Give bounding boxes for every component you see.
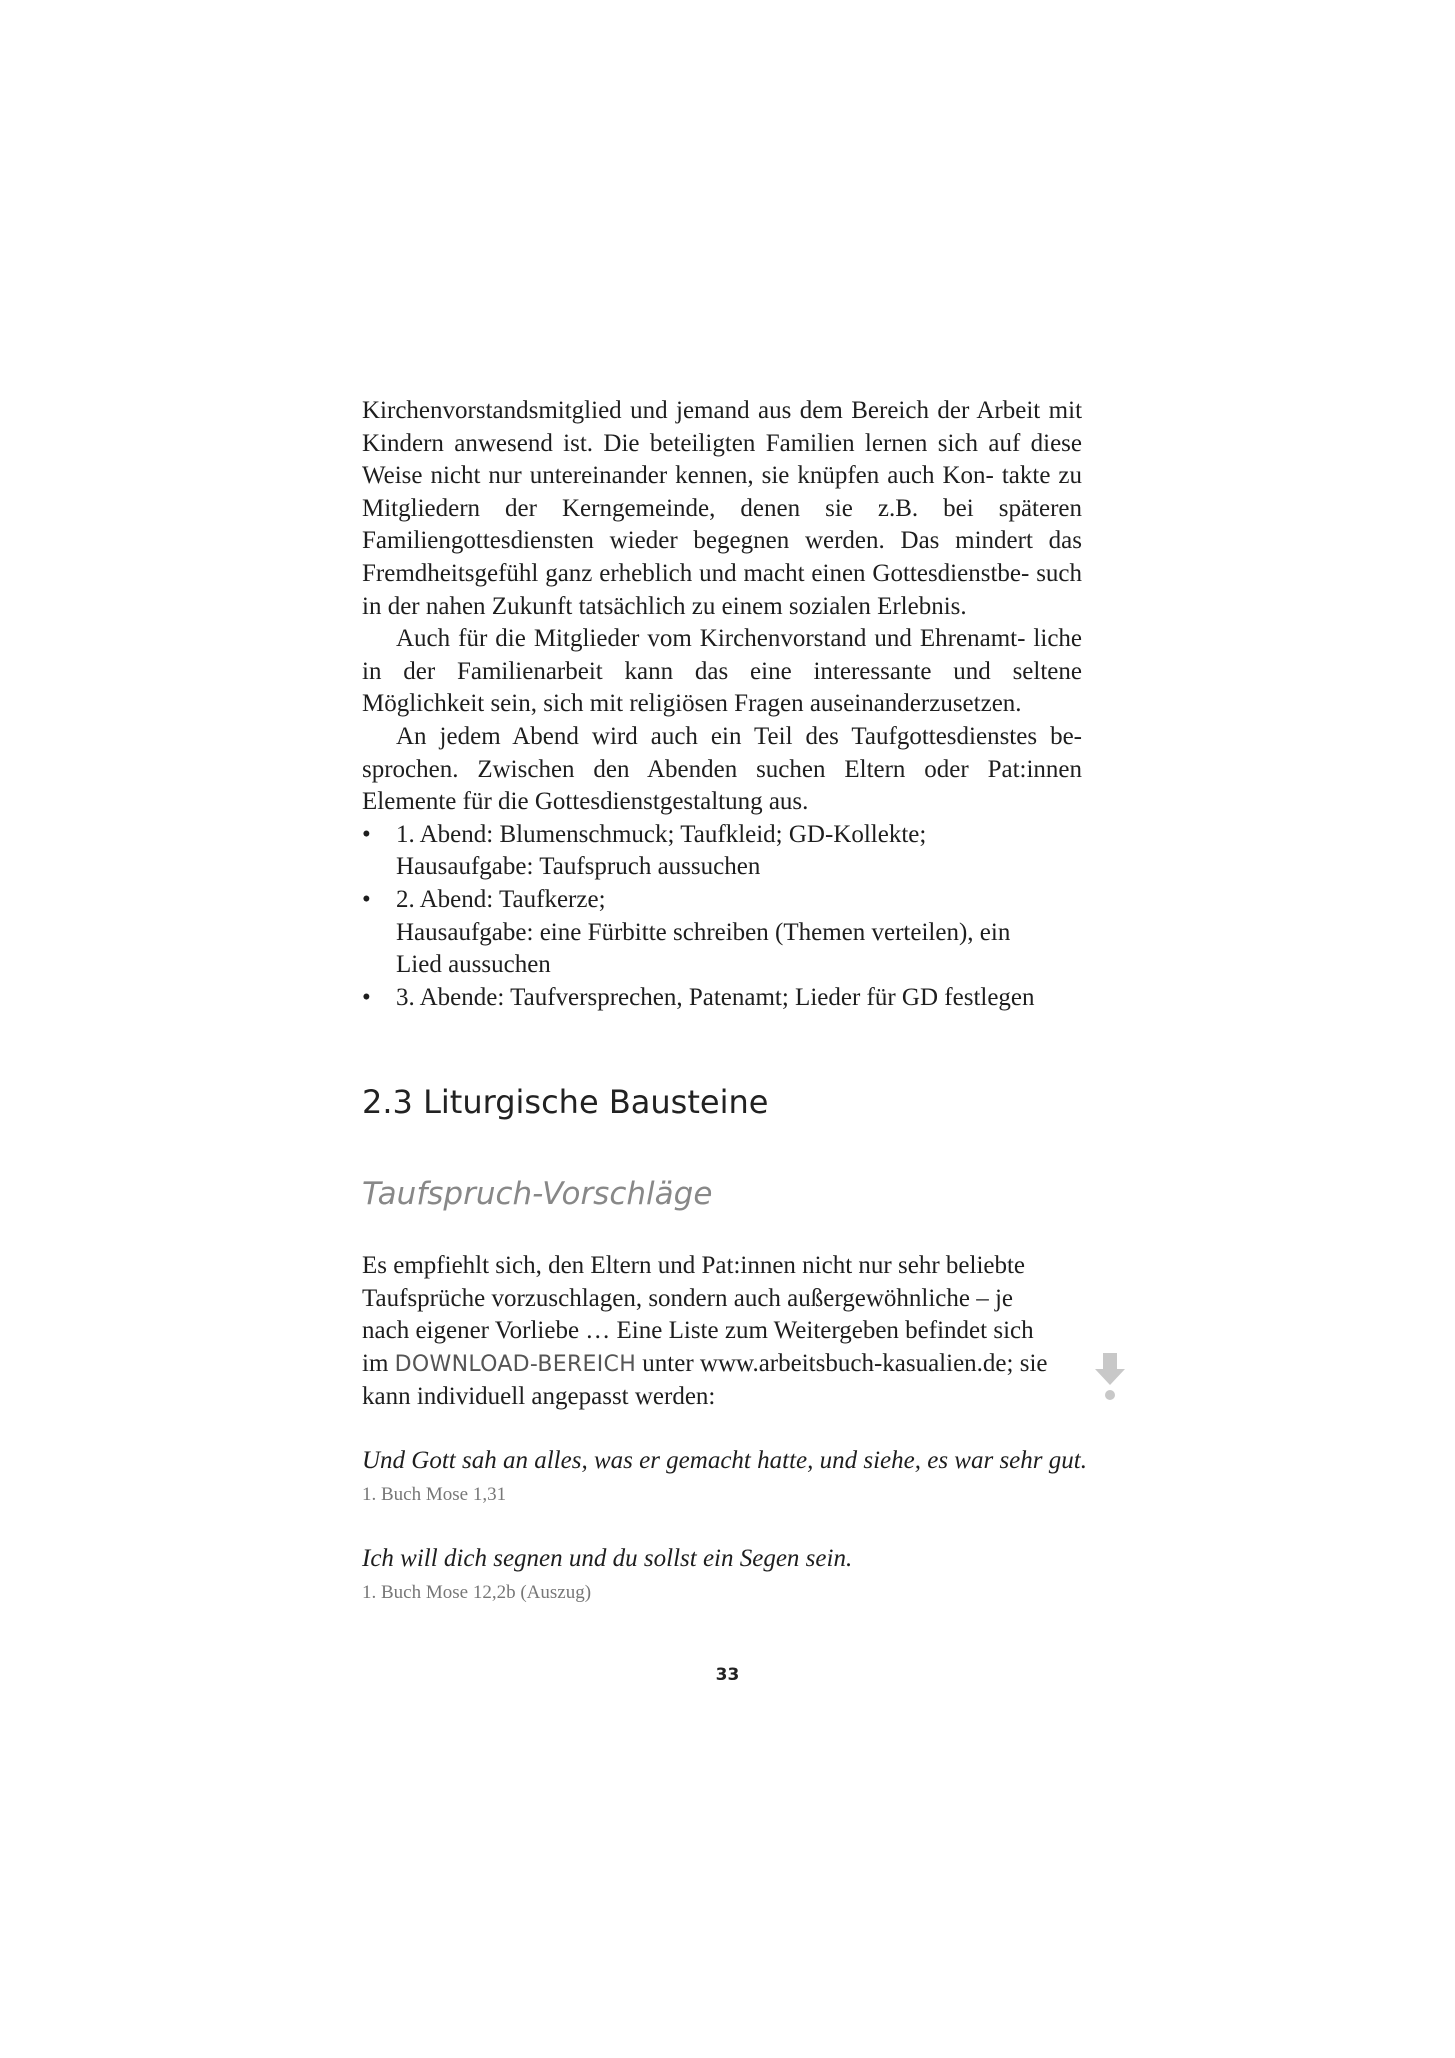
paragraph-2 — [362, 623, 1082, 721]
text-line: Kirchenvorstandsmitglied und jemand aus dem Bereich der Arbeit — [362, 397, 1041, 424]
quote-text: Und Gott sah an alles, was er gemacht hatte, und siehe, es war sehr gut. — [362, 1447, 1087, 1474]
bullet-icon: • — [362, 885, 371, 913]
text-line: diese Weise nicht nur untereinander kennen, sie knüpfen auch Kon- — [362, 429, 1083, 490]
text-fragment: unter www.arbeitsbuch-kasualien.de; sie — [636, 1349, 1048, 1377]
body-text-block — [362, 395, 1082, 1014]
page-number: 33 — [715, 1665, 740, 1685]
text-line: 2. Abend: Taufkerze; — [396, 885, 606, 913]
paragraph-3 — [362, 721, 1082, 819]
quote-text: Ich will dich segnen und du sollst ein Segen sein. — [362, 1545, 853, 1572]
text-line: takte zu Mitgliedern der Kerngemeinde, denen sie z.B. bei späteren — [362, 462, 1082, 522]
text-line: 1. Abend: Blumenschmuck; Taufkleid; GD-Kollekte; — [396, 820, 927, 848]
text-line: such in der nahen Zukunft tatsächlich zu einem sozialen Erlebnis. — [362, 559, 1083, 620]
paragraph-1 — [362, 395, 1082, 623]
text-line: Lied aussuchen — [396, 951, 551, 979]
list-item — [362, 982, 1082, 1015]
text-line: Möglichkeit sein, sich mit religiösen Fragen auseinanderzusetzen. — [362, 690, 1022, 718]
text-line: 3. Abende: Taufversprechen, Patenamt; Lieder für GD festlegen — [396, 983, 1035, 1011]
text-line: Familiengottesdiensten wieder begegnen werden. Das mindert das — [362, 527, 1082, 555]
list-item — [362, 884, 1082, 982]
quote-reference: 1. Buch Mose 12,2b (Auszug) — [362, 1582, 592, 1603]
text-line: kann individuell angepasst werden: — [362, 1383, 716, 1411]
text-line: Es empfiehlt sich, den Eltern und Pat:innen nicht nur sehr beliebte — [362, 1252, 1026, 1279]
text-line: sprochen. Zwischen den Abenden suchen Eltern oder Pat:innen — [362, 755, 1082, 783]
subheading: Taufspruch-Vorschläge — [362, 1176, 713, 1212]
text-line: Auch für die Mitglieder vom Kirchenvorstand und Ehrenamt- — [396, 625, 1026, 653]
text-fragment: im — [362, 1349, 395, 1377]
text-line: Hausaufgabe: eine Fürbitte schreiben (Themen verteilen), ein — [396, 918, 1011, 946]
text-line: mit Kindern anwesend ist. Die beteiligten Familien lernen sich auf — [362, 397, 1083, 457]
text-line: Taufsprüche vorzuschlagen, sondern auch außergewöhnliche – je — [362, 1284, 1014, 1312]
text-line: Fremdheitsgefühl ganz erheblich und macht einen Gottesdienstbe- — [362, 559, 1030, 587]
intro-paragraph — [362, 1250, 1082, 1414]
bullet-icon: • — [362, 820, 371, 848]
text-line: nach eigener Vorliebe … Eine Liste zum Weitergeben befindet sich — [362, 1317, 1034, 1345]
text-line: liche in der Familienarbeit kann das eine interessante und seltene — [362, 625, 1083, 685]
text-line: An jedem Abend wird auch ein Teil des Taufgottesdienstes be- — [396, 722, 1082, 750]
evening-list — [362, 819, 1082, 1015]
bullet-icon: • — [362, 983, 371, 1011]
section-heading: 2.3 Liturgische Bausteine — [362, 1083, 769, 1121]
download-area-link[interactable]: DOWNLOAD-BEREICH — [394, 1351, 637, 1377]
download-arrow-icon[interactable] — [1094, 1353, 1126, 1401]
text-line — [362, 1348, 1082, 1382]
text-line: Hausaufgabe: Taufspruch aussuchen — [396, 853, 761, 881]
list-item — [362, 819, 1082, 884]
quote-reference: 1. Buch Mose 1,31 — [362, 1484, 507, 1505]
text-line: Elemente für die Gottesdienstgestaltung aus. — [362, 788, 809, 816]
